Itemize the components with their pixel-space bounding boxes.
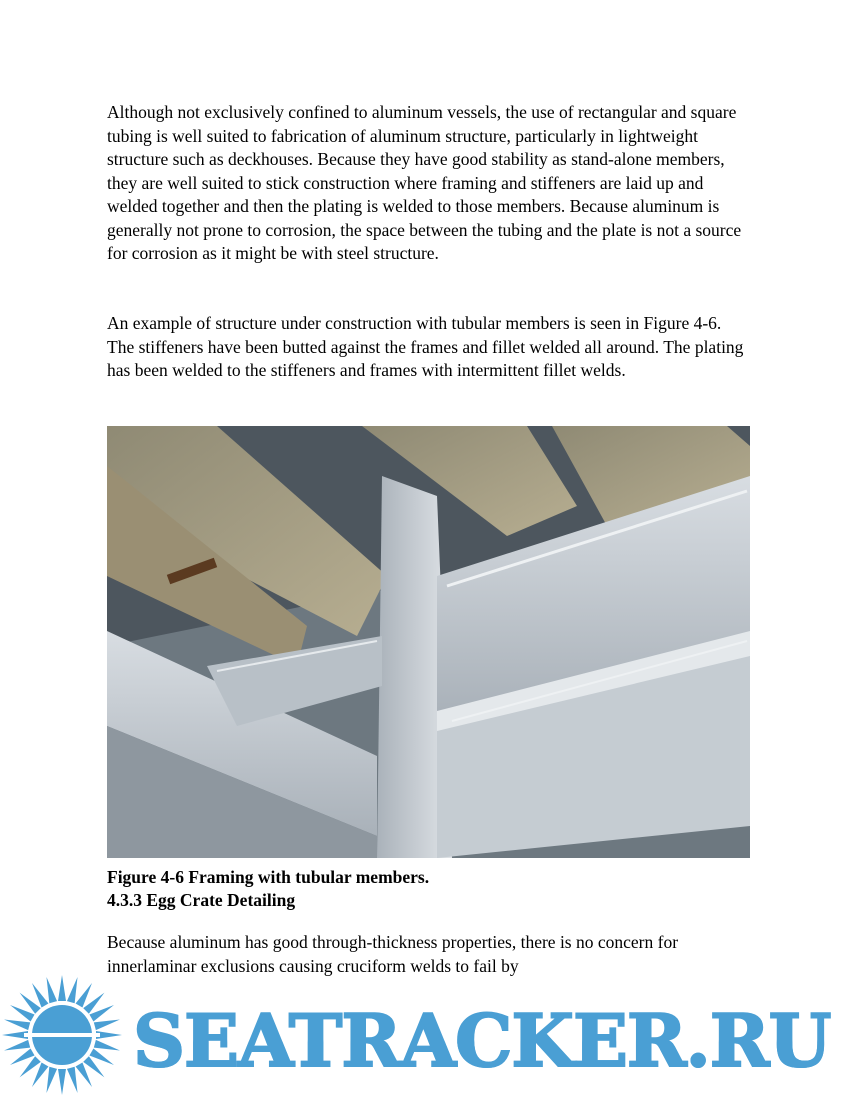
body-paragraph-1: Although not exclusively confined to aluminum vessels, the use of rectangular and square tubing is well suited to fabrication of aluminum structure, particularly in lightweight structure such as deckhouses. Because they have good stability as stand-alone members, they are well suited to stick construction where framing and stiffeners are laid up and welded together and then the plating is welded to those members. Because aluminum is generally not prone to corrosion, the space between the tubing and the plate is not a source for corrosion as it might be with steel structure.	[107, 102, 742, 263]
figure-caption: Figure 4-6 Framing with tubular members.	[107, 867, 430, 887]
figure-photo-tubular-framing	[107, 426, 750, 858]
section-heading: 4.3.3 Egg Crate Detailing	[107, 890, 296, 910]
body-paragraph-3: Because aluminum has good through-thickness properties, there is no concern for innerlaminar exclusions causing cruciform welds to fail by	[107, 932, 679, 976]
watermark-text: SEATRACKER.RU	[133, 998, 831, 1083]
body-paragraph-2: An example of structure under construction with tubular members is seen in Figure 4-6. The stiffeners have been butted against the frames and fillet welded all around. The plating has been welded to the stiffeners and frames with intermittent fillet welds.	[107, 313, 744, 380]
